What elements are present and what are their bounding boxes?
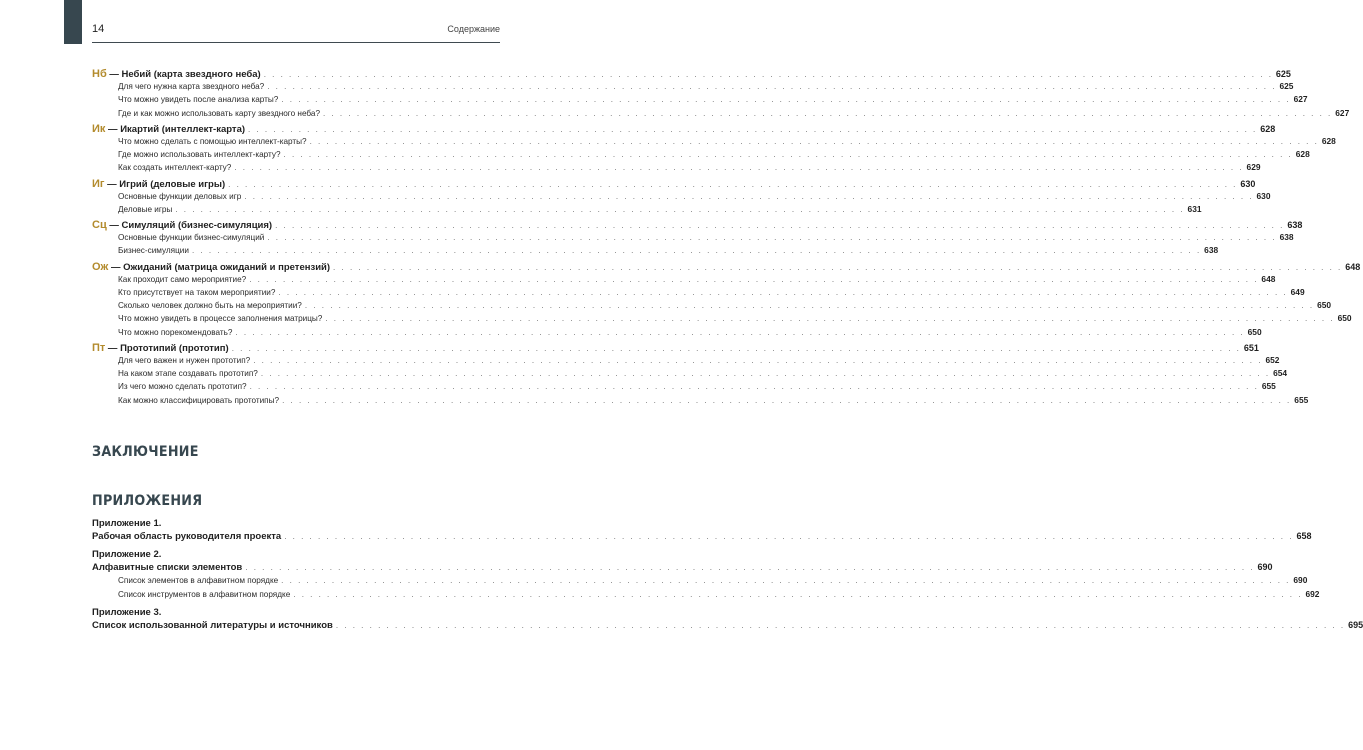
toc-entry-title: Где можно использовать интеллект-карту? — [118, 150, 281, 160]
toc-subentry[interactable] — [92, 81, 1294, 94]
toc-section-3[interactable]: Сц — Симуляций (бизнес-симуляция) . . . . . . . . . . . . . . . . . . . . . . . . . . . . . . . . . . . . . . . . . . . . . . . . . . . . . . . . . . . . . . . . . . . . . . . . . . . . . . . . . . . . . . . . . . . . . . . . . . . . . . . . . . . . . . . . . . . . . . . . 638 — [92, 219, 1303, 232]
toc-section-2[interactable]: Иг — Игрий (деловые игры) . . . . . . . . . . . . . . . . . . . . . . . . . . . . . . . . . . . . . . . . . . . . . . . . . . . . . . . . . . . . . . . . . . . . . . . . . . . . . . . . . . . . . . . . . . . . . . . . . . . . . . . . . . . . . . . . . . . . . . . . 630 — [92, 177, 1256, 190]
toc-page-number: 638 — [1279, 232, 1294, 243]
dot-leader: . . . . . . . . . . . . . . . . . . . . . . . . . . . . . . . . . . . . . . . . . . . . . . . . . . . . . . . . . . . . . . . . . . . . . . . . . . . . . . . . . . . . . . . . . . . . . . . . . . . . . . . . . . . . . . . . . . . . . . . . — [293, 589, 1303, 599]
toc-entry-title: Небий (карта звездного неба) — [121, 69, 261, 80]
toc-page-number: 627 — [1335, 107, 1350, 118]
dot-leader: . . . . . . . . . . . . . . . . . . . . . . . . . . . . . . . . . . . . . . . . . . . . . . . . . . . . . . . . . . . . . . . . . . . . . . . . . . . . . . . . . . . . . . . . . . . . . . . . . . . . . . . . . . . . . . . . . . . . . . . . — [267, 82, 1277, 92]
toc-page-number: 655 — [1261, 381, 1276, 392]
dot-leader: . . . . . . . . . . . . . . . . . . . . . . . . . . . . . . . . . . . . . . . . . . . . . . . . . . . . . . . . . . . . . . . . . . . . . . . . . . . . . . . . . . . . . . . . . . . . . . . . . . . . . . . . . . . . . . . . . . . . . . . . — [284, 532, 1294, 541]
dot-leader: . . . . . . . . . . . . . . . . . . . . . . . . . . . . . . . . . . . . . . . . . . . . . . . . . . . . . . . . . . . . . . . . . . . . . . . . . . . . . . . . . . . . . . . . . . . . . . . . . . . . . . . . . . . . . . . . . . . . . . . . — [323, 108, 1333, 118]
toc-entry-title: Из чего можно сделать прототип? — [118, 382, 247, 392]
dot-leader: . . . . . . . . . . . . . . . . . . . . . . . . . . . . . . . . . . . . . . . . . . . . . . . . . . . . . . . . . . . . . . . . . . . . . . . . . . . . . . . . . . . . . . . . . . . . . . . . . . . . . . . . . . . . . . . . . . . . . . . . — [333, 262, 1343, 272]
dot-leader: . . . . . . . . . . . . . . . . . . . . . . . . . . . . . . . . . . . . . . . . . . . . . . . . . . . . . . . . . . . . . . . . . . . . . . . . . . . . . . . . . . . . . . . . . . . . . . . . . . . . . . . . . . . . . . . . . . . . . . . . — [228, 179, 1238, 189]
dot-leader: . . . . . . . . . . . . . . . . . . . . . . . . . . . . . . . . . . . . . . . . . . . . . . . . . . . . . . . . . . . . . . . . . . . . . . . . . . . . . . . . . . . . . . . . . . . . . . . . . . . . . . . . . . . . . . . . . . . . . . . . — [175, 204, 1185, 214]
toc-page-number: 690 — [1257, 562, 1273, 573]
dot-leader: . . . . . . . . . . . . . . . . . . . . . . . . . . . . . . . . . . . . . . . . . . . . . . . . . . . . . . . . . . . . . . . . . . . . . . . . . . . . . . . . . . . . . . . . . . . . . . . . . . . . . . . . . . . . . . . . . . . . . . . . — [235, 327, 1245, 337]
toc-entry-title: Список использованной литературы и источников — [92, 619, 333, 631]
dot-leader: . . . . . . . . . . . . . . . . . . . . . . . . . . . . . . . . . . . . . . . . . . . . . . . . . . . . . . . . . . . . . . . . . . . . . . . . . . . . . . . . . . . . . . . . . . . . . . . . . . . . . . . . . . . . . . . . . . . . . . . . — [283, 150, 1293, 160]
toc-page-number: 625 — [1279, 81, 1294, 92]
toc-section-1[interactable]: Ик — Икартий (интеллект-карта) . . . . . . . . . . . . . . . . . . . . . . . . . . . . . . . . . . . . . . . . . . . . . . . . . . . . . . . . . . . . . . . . . . . . . . . . . . . . . . . . . . . . . . . . . . . . . . . . . . . . . . . . . . . . . . . . . . . . . . . . 628 — [92, 122, 1276, 135]
appendix-subentry[interactable] — [92, 575, 1308, 588]
dot-leader: . . . . . . . . . . . . . . . . . . . . . . . . . . . . . . . . . . . . . . . . . . . . . . . . . . . . . . . . . . . . . . . . . . . . . . . . . . . . . . . . . . . . . . . . . . . . . . . . . . . . . . . . . . . . . . . . . . . . . . . . — [281, 95, 1291, 105]
dot-leader: . . . . . . . . . . . . . . . . . . . . . . . . . . . . . . . . . . . . . . . . . . . . . . . . . . . . . . . . . . . . . . . . . . . . . . . . . . . . . . . . . . . . . . . . . . . . . . . . . . . . . . . . . . . . . . . . . . . . . . . . — [191, 246, 1202, 256]
toc-page-number: 695 — [1348, 619, 1363, 630]
toc-entry-title: Что можно увидеть в процессе заполнения матрицы? — [118, 314, 323, 324]
toc-page-number: 690 — [1293, 575, 1308, 586]
dot-leader: . . . . . . . . . . . . . . . . . . . . . . . . . . . . . . . . . . . . . . . . . . . . . . . . . . . . . . . . . . . . . . . . . . . . . . . . . . . . . . . . . . . . . . . . . . . . . . . . . . . . . . . . . . . . . . . . . . . . . . . . — [245, 563, 1255, 573]
toc-subentry[interactable] — [92, 190, 1271, 204]
dot-leader: . . . . . . . . . . . . . . . . . . . . . . . . . . . . . . . . . . . . . . . . . . . . . . . . . . . . . . . . . . . . . . . . . . . . . . . . . . . . . . . . . . . . . . . . . . . . . . . . . . . . . . . . . . . . . . . . . . . . . . . . — [231, 343, 1241, 353]
toc-entry-title: Для чего нужна карта звездного неба? — [118, 82, 265, 92]
toc-page-number: 630 — [1256, 190, 1271, 201]
toc-entry-title: Что можно увидеть после анализа карты? — [118, 95, 279, 105]
toc-entry-title: Деловые игры — [118, 204, 173, 214]
toc-page-number: 651 — [1243, 342, 1259, 353]
toc-page-number: 625 — [1275, 69, 1291, 79]
toc-entry-title: Основные функции бизнес-симуляций — [118, 233, 265, 243]
toc-subentry[interactable] — [92, 135, 1336, 149]
toc-page-number: 649 — [1290, 287, 1305, 297]
toc-subentry[interactable] — [92, 354, 1280, 368]
toc-page-number: 629 — [1246, 162, 1261, 173]
toc-section-5[interactable]: Пт — Прототипий (прототип) . . . . . . . . . . . . . . . . . . . . . . . . . . . . . . . . . . . . . . . . . . . . . . . . . . . . . . . . . . . . . . . . . . . . . . . . . . . . . . . . . . . . . . . . . . . . . . . . . . . . . . . . . . . . . . . . . . . . . . . . 651 — [92, 341, 1259, 354]
element-code: Нб — [92, 68, 107, 80]
toc-entry-title: Для чего важен и нужен прототип? — [118, 355, 251, 365]
dot-leader: . . . . . . . . . . . . . . . . . . . . . . . . . . . . . . . . . . . . . . . . . . . . . . . . . . . . . . . . . . . . . . . . . . . . . . . . . . . . . . . . . . . . . . . . . . . . . . . . . . . . . . . . . . . . . . . . . . . . . . . . — [267, 233, 1277, 243]
toc-page-number: 648 — [1345, 261, 1361, 272]
dot-leader: . . . . . . . . . . . . . . . . . . . . . . . . . . . . . . . . . . . . . . . . . . . . . . . . . . . . . . . . . . . . . . . . . . . . . . . . . . . . . . . . . . . . . . . . . . . . . . . . . . . . . . . . . . . . . . . . . . . . . . . . — [278, 288, 1288, 297]
toc-subentry[interactable] — [92, 107, 1350, 121]
dot-leader: . . . . . . . . . . . . . . . . . . . . . . . . . . . . . . . . . . . . . . . . . . . . . . . . . . . . . . . . . . . . . . . . . . . . . . . . . . . . . . . . . . . . . . . . . . . . . . . . . . . . . . . . . . . . . . . . . . . . . . . . — [249, 274, 1259, 284]
dot-leader: . . . . . . . . . . . . . . . . . . . . . . . . . . . . . . . . . . . . . . . . . . . . . . . . . . . . . . . . . . . . . . . . . . . . . . . . . . . . . . . . . . . . . . . . . . . . . . . . . . . . . . . . . . . . . . . . . . . . . . . . — [248, 124, 1258, 134]
element-code: Сц — [92, 219, 107, 232]
appendix-3 — [92, 606, 1363, 633]
toc-subentry[interactable] — [92, 368, 1288, 381]
toc-subentry[interactable] — [92, 273, 1276, 287]
toc-subentry[interactable] — [92, 149, 1310, 162]
toc-entry-title: Где и как можно использовать карту звездного неба? — [118, 108, 321, 118]
appendices-heading: ПРИЛОЖЕНИЯ — [92, 493, 203, 509]
appendix-label: Приложение 1. — [92, 518, 162, 529]
toc-subentry[interactable] — [92, 381, 1276, 394]
appendix-1 — [92, 518, 1312, 544]
appendix-label: Приложение 2. — [92, 549, 162, 561]
dot-leader: . . . . . . . . . . . . . . . . . . . . . . . . . . . . . . . . . . . . . . . . . . . . . . . . . . . . . . . . . . . . . . . . . . . . . . . . . . . . . . . . . . . . . . . . . . . . . . . . . . . . . . . . . . . . . . . . . . . . . . . . — [309, 136, 1319, 146]
toc-page-number: 650 — [1337, 313, 1352, 324]
toc-entry-title: Как создать интеллект-карту? — [118, 163, 232, 173]
toc-page-number: 628 — [1260, 123, 1276, 134]
toc-subentry[interactable] — [92, 394, 1309, 408]
toc-subentry[interactable] — [92, 245, 1219, 258]
toc-section-4[interactable]: Ож — Ожиданий (матрица ожиданий и претензий) . . . . . . . . . . . . . . . . . . . . . . . . . . . . . . . . . . . . . . . . . . . . . . . . . . . . . . . . . . . . . . . . . . . . . . . . . . . . . . . . . . . . . . . . . . . . . . . . . . . . . . . . . . . . . . . . . . . . . . . . 648 — [92, 260, 1361, 273]
toc-page-number: 650 — [1317, 300, 1332, 311]
dot-leader: . . . . . . . . . . . . . . . . . . . . . . . . . . . . . . . . . . . . . . . . . . . . . . . . . . . . . . . . . . . . . . . . . . . . . . . . . . . . . . . . . . . . . . . . . . . . . . . . . . . . . . . . . . . . . . . . . . . . . . . . — [325, 314, 1335, 324]
appendix-title-row[interactable] — [92, 562, 1273, 575]
toc-subentry[interactable] — [92, 300, 1332, 313]
toc-entry-title: Игрий (деловые игры) — [119, 178, 226, 190]
dot-leader: . . . . . . . . . . . . . . . . . . . . . . . . . . . . . . . . . . . . . . . . . . . . . . . . . . . . . . . . . . . . . . . . . . . . . . . . . . . . . . . . . . . . . . . . . . . . . . . . . . . . . . . . . . . . . . . . . . . . . . . . — [234, 163, 1244, 173]
toc-entry-title: Сколько человек должно быть на мероприятии? — [118, 301, 302, 311]
toc-entry-title: На каком этапе создавать прототип? — [118, 369, 258, 379]
toc-subentry[interactable] — [92, 232, 1294, 245]
toc-entry-title: Кто присутствует на таком мероприятии? — [118, 288, 276, 297]
toc-page-number: 628 — [1321, 135, 1336, 146]
toc-entry-title: Как можно классифицировать прототипы? — [118, 395, 280, 405]
toc-entry-title: Что можно порекомендовать? — [118, 327, 233, 337]
page-number: 14 — [92, 23, 105, 35]
toc-page-number: 648 — [1261, 273, 1276, 284]
dot-leader: . . . . . . . . . . . . . . . . . . . . . . . . . . . . . . . . . . . . . . . . . . . . . . . . . . . . . . . . . . . . . . . . . . . . . . . . . . . . . . . . . . . . . . . . . . . . . . . . . . . . . . . . . . . . . . . . . . . . . . . . — [244, 191, 1254, 201]
dot-leader: . . . . . . . . . . . . . . . . . . . . . . . . . . . . . . . . . . . . . . . . . . . . . . . . . . . . . . . . . . . . . . . . . . . . . . . . . . . . . . . . . . . . . . . . . . . . . . . . . . . . . . . . . . . . . . . . . . . . . . . . — [249, 382, 1259, 392]
toc-page-number: 638 — [1287, 220, 1303, 231]
conclusion-heading[interactable]: ЗАКЛЮЧЕНИЕ — [92, 444, 199, 460]
toc-subentry[interactable] — [92, 326, 1262, 340]
toc-entry-title: Рабочая область руководителя проекта — [92, 531, 282, 542]
element-code: Ож — [92, 260, 109, 273]
toc-page-number: 631 — [1187, 203, 1202, 214]
dot-leader: . . . . . . . . . . . . . . . . . . . . . . . . . . . . . . . . . . . . . . . . . . . . . . . . . . . . . . . . . . . . . . . . . . . . . . . . . . . . . . . . . . . . . . . . . . . . . . . . . . . . . . . . . . . . . . . . . . . . . . . . — [260, 369, 1271, 379]
element-code: Иг — [92, 177, 105, 190]
appendix-subentry[interactable] — [92, 588, 1320, 602]
dot-leader: . . . . . . . . . . . . . . . . . . . . . . . . . . . . . . . . . . . . . . . . . . . . . . . . . . . . . . . . . . . . . . . . . . . . . . . . . . . . . . . . . . . . . . . . . . . . . . . . . . . . . . . . . . . . . . . . . . . . . . . . — [263, 70, 1273, 79]
appendix-title-row[interactable] — [92, 619, 1363, 633]
toc-entry-title: Бизнес-симуляции — [118, 246, 189, 256]
running-title: Содержание — [447, 24, 500, 34]
toc-subentry[interactable] — [92, 287, 1305, 300]
toc-page-number: 658 — [1296, 531, 1312, 541]
toc-page-number: 628 — [1295, 149, 1310, 160]
toc-entry-title: Прототипий (прототип) — [120, 342, 229, 354]
dot-leader: . . . . . . . . . . . . . . . . . . . . . . . . . . . . . . . . . . . . . . . . . . . . . . . . . . . . . . . . . . . . . . . . . . . . . . . . . . . . . . . . . . . . . . . . . . . . . . . . . . . . . . . . . . . . . . . . . . . . . . . . — [281, 576, 1291, 586]
toc-entry-title: Что можно сделать с помощью интеллект-карты? — [118, 136, 307, 146]
dot-leader: . . . . . . . . . . . . . . . . . . . . . . . . . . . . . . . . . . . . . . . . . . . . . . . . . . . . . . . . . . . . . . . . . . . . . . . . . . . . . . . . . . . . . . . . . . . . . . . . . . . . . . . . . . . . . . . . . . . . . . . . — [304, 301, 1315, 311]
toc-entry-title: Список элементов в алфавитном порядке — [118, 576, 279, 586]
toc-page-number: 630 — [1240, 178, 1256, 189]
toc-entry-title: Икартий (интеллект-карта) — [120, 123, 246, 135]
dot-leader: . . . . . . . . . . . . . . . . . . . . . . . . . . . . . . . . . . . . . . . . . . . . . . . . . . . . . . . . . . . . . . . . . . . . . . . . . . . . . . . . . . . . . . . . . . . . . . . . . . . . . . . . . . . . . . . . . . . . . . . . — [282, 395, 1292, 405]
toc-subentry[interactable] — [92, 162, 1261, 175]
toc-section-0[interactable]: Нб — Небий (карта звездного неба) . . . . . . . . . . . . . . . . . . . . . . . . . . . . . . . . . . . . . . . . . . . . . . . . . . . . . . . . . . . . . . . . . . . . . . . . . . . . . . . . . . . . . . . . . . . . . . . . . . . . . . . . . . . . . . . . . . . . . . . . 625 — [92, 68, 1291, 80]
toc-entry-title: Алфавитные списки элементов — [92, 562, 243, 574]
toc-entry-title: Основные функции деловых игр — [118, 191, 242, 201]
appendix-2 — [92, 549, 1320, 602]
element-code: Пт — [92, 341, 106, 354]
appendix-label: Приложение 3. — [92, 606, 162, 618]
toc-entry-title: Как проходит само мероприятие? — [118, 274, 247, 284]
dot-leader: . . . . . . . . . . . . . . . . . . . . . . . . . . . . . . . . . . . . . . . . . . . . . . . . . . . . . . . . . . . . . . . . . . . . . . . . . . . . . . . . . . . . . . . . . . . . . . . . . . . . . . . . . . . . . . . . . . . . . . . . — [253, 355, 1263, 365]
header-tab-marker — [64, 0, 82, 44]
toc-entry-title: Симуляций (бизнес-симуляция) — [121, 220, 273, 232]
toc-page-number: 692 — [1305, 588, 1320, 599]
dot-leader: . . . . . . . . . . . . . . . . . . . . . . . . . . . . . . . . . . . . . . . . . . . . . . . . . . . . . . . . . . . . . . . . . . . . . . . . . . . . . . . . . . . . . . . . . . . . . . . . . . . . . . . . . . . . . . . . . . . . . . . . — [275, 221, 1285, 231]
toc-subentry[interactable] — [92, 203, 1202, 217]
toc-page-number: 652 — [1265, 354, 1280, 365]
toc-entry-title: Ожиданий (матрица ожиданий и претензий) — [123, 261, 331, 273]
appendices-list — [92, 518, 1363, 638]
toc-page-number: 627 — [1293, 94, 1308, 105]
toc-subentry[interactable] — [92, 313, 1352, 326]
table-of-contents — [92, 66, 1361, 408]
toc-subentry[interactable] — [92, 94, 1308, 107]
appendix-title-row[interactable] — [92, 531, 1312, 544]
toc-page-number: 638 — [1204, 245, 1219, 256]
page-header — [92, 22, 500, 43]
toc-page-number: 650 — [1247, 326, 1262, 337]
toc-page-number: 655 — [1294, 394, 1309, 405]
element-code: Ик — [92, 122, 106, 135]
toc-page-number: 654 — [1273, 368, 1288, 379]
dot-leader: . . . . . . . . . . . . . . . . . . . . . . . . . . . . . . . . . . . . . . . . . . . . . . . . . . . . . . . . . . . . . . . . . . . . . . . . . . . . . . . . . . . . . . . . . . . . . . . . . . . . . . . . . . . . . . . . . . . . . . . . — [335, 620, 1346, 630]
toc-entry-title: Список инструментов в алфавитном порядке — [118, 589, 291, 599]
